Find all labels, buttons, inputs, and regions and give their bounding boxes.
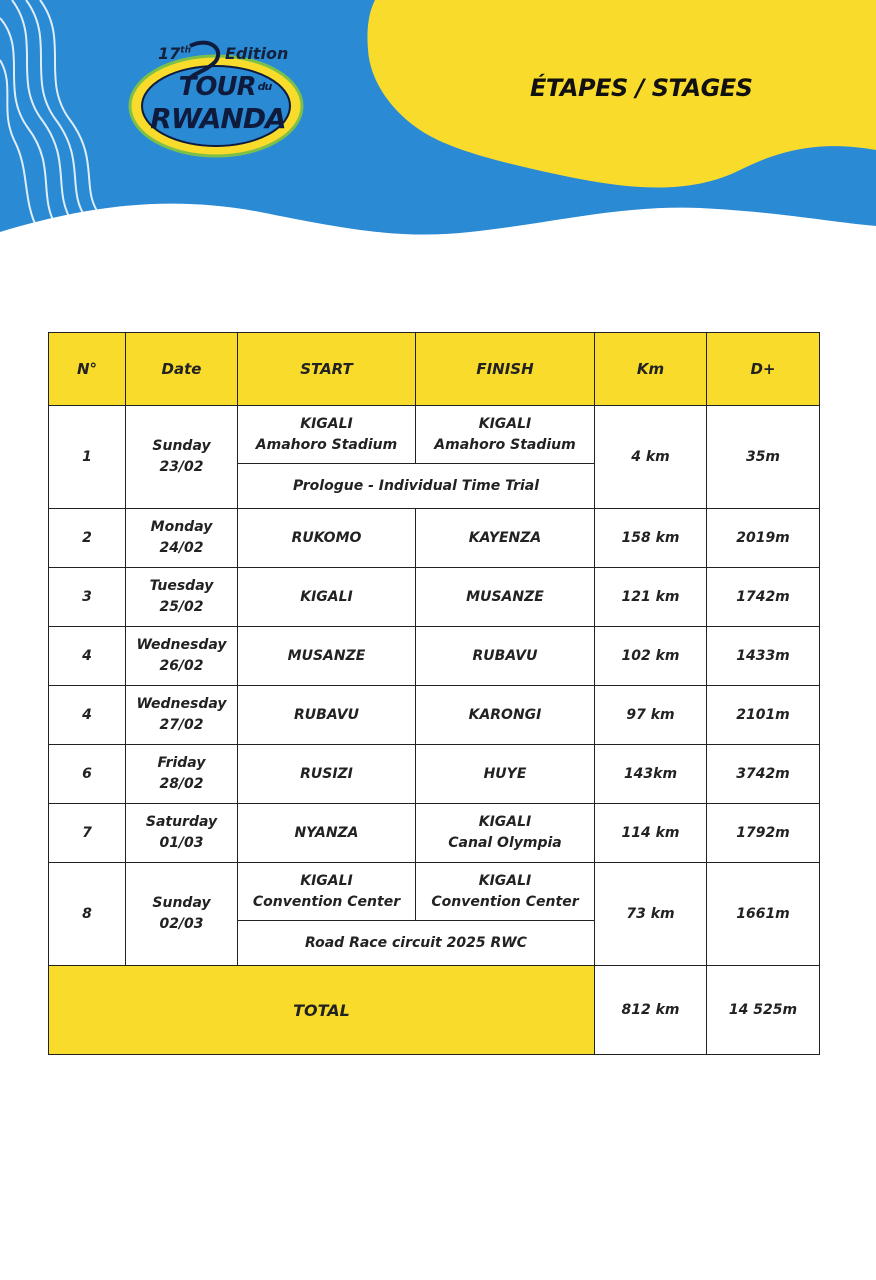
stage-number: 3	[49, 568, 126, 627]
stage-finish: KIGALI Convention Center	[416, 863, 595, 921]
stage-elevation: 1661m	[707, 863, 820, 966]
stage-number: 1	[49, 406, 126, 509]
stage-date: Sunday 23/02	[126, 406, 238, 509]
stage-km: 114 km	[595, 804, 707, 863]
stage-finish: MUSANZE	[416, 568, 595, 627]
page-title: ÉTAPES / STAGES	[530, 74, 753, 102]
stage-km: 4 km	[595, 406, 707, 509]
stage-km: 102 km	[595, 627, 707, 686]
table-row	[49, 627, 820, 686]
stage-start: RUBAVU	[238, 686, 416, 745]
stage-date: Sunday 02/03	[126, 863, 238, 966]
col-header-elevation: D+	[707, 333, 820, 406]
stage-start: KIGALI Amahoro Stadium	[238, 406, 416, 464]
stage-start: MUSANZE	[238, 627, 416, 686]
stage-number: 8	[49, 863, 126, 966]
col-header-date: Date	[126, 333, 238, 406]
table-row-stage-1	[49, 406, 820, 464]
logo-rwanda: RWANDA	[150, 102, 286, 135]
stages-table	[48, 332, 820, 1055]
logo-edition: 17th Edition	[158, 44, 289, 63]
stage-number: 7	[49, 804, 126, 863]
total-label: TOTAL	[49, 966, 595, 1055]
stage-note: Road Race circuit 2025 RWC	[238, 921, 595, 966]
table-row	[49, 686, 820, 745]
stage-number: 6	[49, 745, 126, 804]
stage-number: 4	[49, 686, 126, 745]
table-row-stage-8	[49, 863, 820, 921]
stage-date: Wednesday 27/02	[126, 686, 238, 745]
logo-tour: TOUR $^{du}$	[178, 72, 272, 102]
header-banner	[0, 0, 876, 260]
stage-number: 2	[49, 509, 126, 568]
stage-finish: KARONGI	[416, 686, 595, 745]
stage-elevation: 3742m	[707, 745, 820, 804]
stage-finish: HUYE	[416, 745, 595, 804]
stage-date: Tuesday 25/02	[126, 568, 238, 627]
stage-elevation: 1742m	[707, 568, 820, 627]
table-header-row	[49, 333, 820, 406]
stage-finish: KIGALI Amahoro Stadium	[416, 406, 595, 464]
table-row	[49, 745, 820, 804]
stage-km: 143km	[595, 745, 707, 804]
stage-start: KIGALI	[238, 568, 416, 627]
table-row	[49, 568, 820, 627]
stage-km: 73 km	[595, 863, 707, 966]
col-header-finish: FINISH	[416, 333, 595, 406]
table-total-row	[49, 966, 820, 1055]
stage-km: 121 km	[595, 568, 707, 627]
stage-elevation: 2019m	[707, 509, 820, 568]
stage-note: Prologue - Individual Time Trial	[238, 464, 595, 509]
total-elevation: 14 525m	[707, 966, 820, 1055]
stage-elevation: 35m	[707, 406, 820, 509]
stage-finish: KAYENZA	[416, 509, 595, 568]
wave-background	[0, 0, 876, 260]
stage-km: 158 km	[595, 509, 707, 568]
stage-date: Wednesday 26/02	[126, 627, 238, 686]
col-header-number: N°	[49, 333, 126, 406]
table-row	[49, 509, 820, 568]
stage-start: NYANZA	[238, 804, 416, 863]
stage-elevation: 2101m	[707, 686, 820, 745]
stage-elevation: 1433m	[707, 627, 820, 686]
stage-date: Friday 28/02	[126, 745, 238, 804]
stage-start: KIGALI Convention Center	[238, 863, 416, 921]
total-km: 812 km	[595, 966, 707, 1055]
col-header-km: Km	[595, 333, 707, 406]
stage-elevation: 1792m	[707, 804, 820, 863]
stage-start: RUSIZI	[238, 745, 416, 804]
stage-number: 4	[49, 627, 126, 686]
stage-date: Monday 24/02	[126, 509, 238, 568]
col-header-start: START	[238, 333, 416, 406]
stage-km: 97 km	[595, 686, 707, 745]
stage-finish: KIGALI Canal Olympia	[416, 804, 595, 863]
stage-start: RUKOMO	[238, 509, 416, 568]
table-row	[49, 804, 820, 863]
stage-date: Saturday 01/03	[126, 804, 238, 863]
stage-finish: RUBAVU	[416, 627, 595, 686]
